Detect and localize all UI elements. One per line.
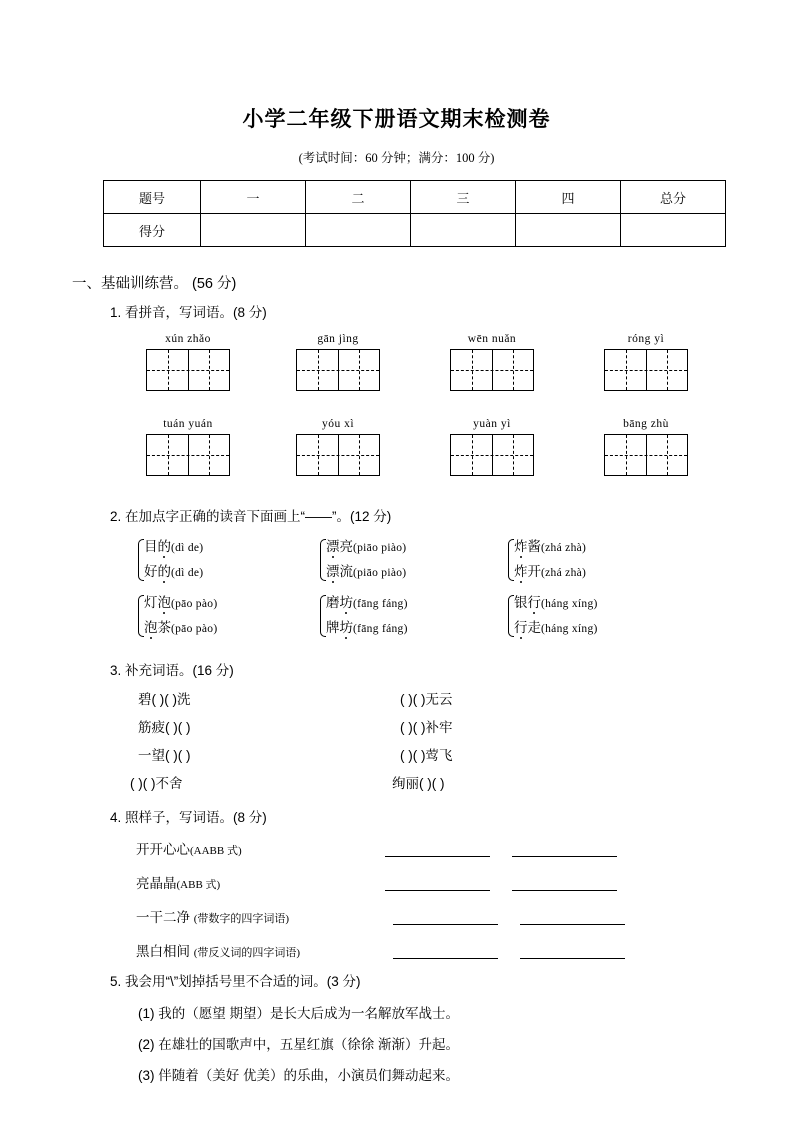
dotted-char: 的 [157,539,171,554]
dotted-char: 行 [514,620,528,635]
pinyin-choice-group-5 [316,594,408,638]
pinyin-options[interactable]: (piāo piào) [353,567,407,579]
section-heading-1: 一、基础训练营。 (56 分) [72,276,237,292]
question-2-prompt: 2. 在加点字正确的读音下面画上“——”。(12 分) [110,509,392,524]
tianzi-grid-3[interactable] [450,349,534,391]
pinyin-group-2 [296,333,380,391]
word-pre: 目 [144,539,158,554]
brace-icon [134,538,143,582]
fill-row-left-2[interactable]: 筋疲( )( ) [138,720,191,735]
fill-row-left-1[interactable]: 碧( )( )洗 [138,692,191,707]
example-word-4: 黑白相间 [136,944,190,959]
score-cell-total[interactable] [621,214,726,247]
pinyin-choice-group-6 [504,594,598,638]
tianzi-cell[interactable] [605,435,646,475]
score-table [103,180,726,247]
score-cell-1[interactable] [201,214,306,247]
tianzi-grid-6[interactable] [296,434,380,476]
score-table-row-label-score: 得分 [104,214,201,247]
tianzi-cell[interactable] [605,350,646,390]
tianzi-cell[interactable] [338,350,379,390]
pinyin-choice-item[interactable] [144,594,217,613]
example-word-1: 开开心心 [136,842,190,857]
dotted-char: 炸 [514,539,528,554]
word-pre: 灯 [144,595,158,610]
dotted-char: 坊 [339,620,353,635]
pinyin-label-5: tuán yuán [163,418,213,430]
answer-blank-3b[interactable] [520,924,625,925]
pinyin-choice-group-1 [134,538,203,582]
pinyin-options[interactable]: (zhá zhà) [541,567,587,579]
pinyin-options[interactable]: (piāo piào) [353,542,407,554]
dotted-char: 行 [527,595,541,610]
example-row-3 [136,906,289,926]
example-word-3: 一干二净 [136,910,190,925]
tianzi-grid-5[interactable] [146,434,230,476]
pinyin-choice-item[interactable] [326,619,408,638]
pinyin-choice-item[interactable] [144,619,217,638]
page-title: 小学二年级下册语文期末检测卷 [242,108,551,131]
score-table-col-2: 二 [306,181,411,214]
pinyin-label-6: yóu xì [321,418,355,430]
dotted-char: 的 [157,564,171,579]
tianzi-cell[interactable] [188,350,229,390]
example-note-1: (AABB 式) [190,845,242,857]
pinyin-options[interactable]: (pāo pào) [171,598,218,610]
word-post: 流 [339,564,353,579]
answer-blank-1a[interactable] [385,856,490,857]
answer-blank-2b[interactable] [512,890,617,891]
pinyin-choice-group-2 [316,538,406,582]
brace-icon [504,538,513,582]
question-4-prompt: 4. 照样子，写词语。(8 分) [110,810,267,825]
pinyin-options[interactable]: (dì de) [171,567,204,579]
fill-row-right-4[interactable]: 绚丽( )( ) [392,776,445,791]
pinyin-group-4 [604,333,688,391]
fill-row-left-4[interactable]: ( )( )不舍 [130,776,183,791]
pinyin-options[interactable]: (fāng fáng) [353,623,408,635]
tianzi-cell[interactable] [646,350,687,390]
word-post: 走 [527,620,541,635]
tianzi-grid-4[interactable] [604,349,688,391]
pinyin-options[interactable]: (pāo pào) [171,623,218,635]
brace-icon [134,594,143,638]
pinyin-choice-item[interactable] [326,538,406,557]
pinyin-choice-item[interactable] [514,563,586,582]
word-pre: 牌 [326,620,340,635]
tianzi-cell[interactable] [188,435,229,475]
example-word-2: 亮晶晶 [136,876,177,891]
word-pre: 好 [144,564,158,579]
dotted-char: 泡 [157,595,171,610]
tianzi-grid-7[interactable] [450,434,534,476]
fill-row-right-1[interactable]: ( )( )无云 [400,692,453,707]
pinyin-group-6 [296,418,380,476]
dotted-char: 漂 [326,564,340,579]
pinyin-choice-item[interactable] [514,594,598,613]
score-table-col-3: 三 [411,181,516,214]
score-cell-3[interactable] [411,214,516,247]
tianzi-cell[interactable] [451,435,492,475]
pinyin-label-2: gān jìng [317,333,359,345]
example-row-4 [136,940,300,960]
answer-blank-4a[interactable] [393,958,498,959]
example-note-2: (ABB 式) [176,879,221,891]
word-pre: 磨 [326,595,340,610]
example-row-2 [136,872,220,892]
brace-icon [504,594,513,638]
pinyin-group-5 [146,418,230,476]
pinyin-choice-item[interactable] [514,619,598,638]
tianzi-cell[interactable] [297,435,338,475]
question-1-prompt: 1. 看拼音，写词语。(8 分) [110,305,267,320]
score-table-col-1: 一 [201,181,306,214]
score-cell-2[interactable] [306,214,411,247]
pinyin-options[interactable]: (háng xíng) [541,598,598,610]
pinyin-label-8: bāng zhù [623,418,669,430]
score-table-col-total: 总分 [621,181,726,214]
tianzi-cell[interactable] [492,435,533,475]
tianzi-cell[interactable] [338,435,379,475]
answer-blank-4b[interactable] [520,958,625,959]
score-table-col-4: 四 [516,181,621,214]
pinyin-label-3: wēn nuǎn [467,333,517,345]
tianzi-grid-8[interactable] [604,434,688,476]
pinyin-label-1: xún zhǎo [165,333,211,345]
tianzi-cell[interactable] [646,435,687,475]
tianzi-cell[interactable] [451,350,492,390]
tianzi-grid-1[interactable] [146,349,230,391]
pinyin-options[interactable]: (háng xíng) [541,623,598,635]
table-row-scores [104,214,726,247]
dotted-char: 漂 [326,539,340,554]
pinyin-group-1 [146,333,230,391]
strike-choice-item-2[interactable]: (2) 在雄壮的国歌声中，五星红旗（徐徐 渐渐）升起。 [138,1037,460,1052]
tianzi-grid-2[interactable] [296,349,380,391]
word-post: 开 [527,564,541,579]
score-cell-4[interactable] [516,214,621,247]
exam-subtitle: (考试时间：60 分钟；满分：100 分) [298,151,495,165]
brace-icon [316,594,325,638]
pinyin-choice-item[interactable] [144,563,203,582]
pinyin-choice-item[interactable] [514,538,586,557]
score-table-row-label: 题号 [104,181,201,214]
brace-icon [316,538,325,582]
strike-choice-item-1[interactable]: (1) 我的（愿望 期望）是长大后成为一名解放军战士。 [138,1006,460,1021]
word-post: 酱 [527,539,541,554]
pinyin-choice-group-3 [504,538,586,582]
fill-row-right-3[interactable]: ( )( )莺飞 [400,748,453,763]
pinyin-choice-item[interactable] [326,594,408,613]
example-row-1 [136,838,242,858]
tianzi-cell[interactable] [147,435,188,475]
word-pre: 银 [514,595,528,610]
pinyin-label-4: róng yì [627,333,665,345]
pinyin-label-7: yuàn yì [473,418,511,430]
pinyin-group-7 [450,418,534,476]
pinyin-options[interactable]: (fāng fáng) [353,598,408,610]
example-note-4: (带反义词的四字词语) [193,947,301,959]
answer-blank-3a[interactable] [393,924,498,925]
pinyin-choice-item[interactable] [326,563,406,582]
example-note-3: (带数字的四字词语) [193,913,290,925]
dotted-char: 炸 [514,564,528,579]
strike-choice-item-3[interactable]: (3) 伴随着（美好 优美）的乐曲，小演员们舞动起来。 [138,1068,460,1083]
pinyin-options[interactable]: (zhá zhà) [541,542,587,554]
dotted-char: 泡 [144,620,158,635]
question-3-prompt: 3. 补充词语。(16 分) [110,663,234,678]
tianzi-cell[interactable] [147,350,188,390]
tianzi-cell[interactable] [297,350,338,390]
pinyin-choice-group-4 [134,594,217,638]
word-post: 茶 [157,620,171,635]
table-row-header [104,181,726,214]
pinyin-options[interactable]: (dì de) [171,542,204,554]
pinyin-choice-item[interactable] [144,538,203,557]
word-post: 亮 [339,539,353,554]
question-5-prompt: 5. 我会用“\”划掉括号里不合适的词。(3 分) [110,974,361,989]
answer-blank-1b[interactable] [512,856,617,857]
tianzi-cell[interactable] [492,350,533,390]
dotted-char: 坊 [339,595,353,610]
fill-row-right-2[interactable]: ( )( )补牢 [400,720,453,735]
pinyin-group-3 [450,333,534,391]
pinyin-group-8 [604,418,688,476]
answer-blank-2a[interactable] [385,890,490,891]
fill-row-left-3[interactable]: 一望( )( ) [138,748,191,763]
